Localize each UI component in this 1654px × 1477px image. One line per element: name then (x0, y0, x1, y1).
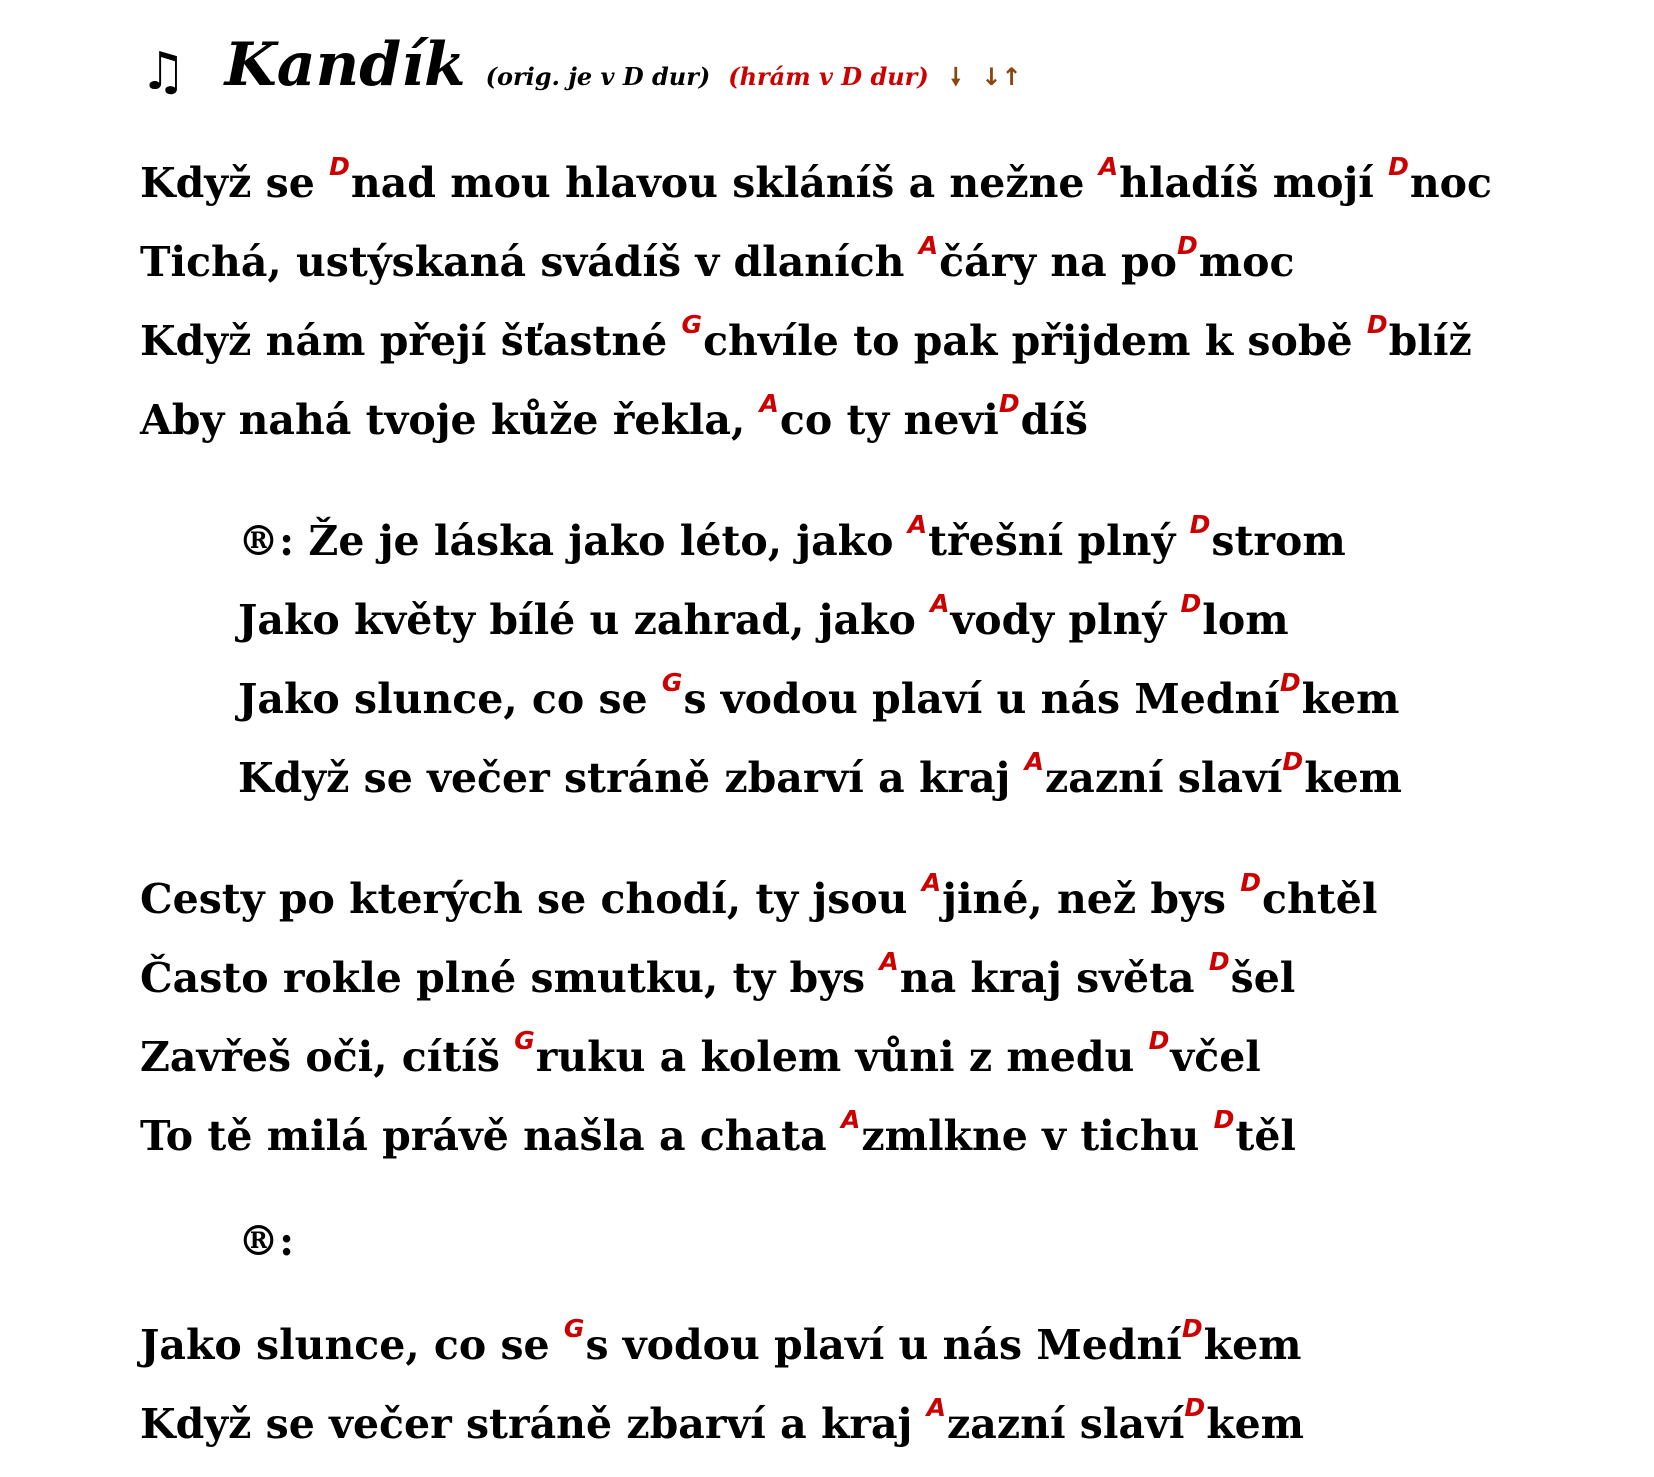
lyric-text: Když se večer stráně zbarví a kraj (140, 1400, 927, 1448)
lyric-line (140, 1314, 1302, 1376)
lyric-line (238, 1216, 294, 1266)
chord-label: G (563, 1314, 585, 1343)
lyric-text: včel (1170, 1033, 1261, 1081)
lyric-text: ®: Že je láska jako léto, jako (238, 517, 908, 565)
lyric-line (140, 868, 1378, 930)
chord-label: D (1177, 231, 1198, 260)
lyric-text: zmlkne v tichu (861, 1112, 1214, 1160)
chord-label: A (759, 389, 779, 418)
lyric-text: třešní plný (928, 517, 1190, 565)
lyric-text: Když se (140, 159, 330, 207)
lyric-line (140, 1026, 1261, 1088)
lyric-text: zazní slaví (1045, 754, 1283, 802)
chord-label: G (681, 310, 703, 339)
lyric-line (140, 389, 1088, 451)
lyric-text: zazní slaví (947, 1400, 1185, 1448)
lyric-text: hladíš mojí (1119, 159, 1389, 207)
chord-label: D (1366, 310, 1388, 339)
chord-label: A (926, 1393, 946, 1422)
lyric-text: Často rokle plné smutku, ty bys (140, 954, 880, 1002)
lyric-text: Tichá, ustýskaná svádíš v dlaních (140, 238, 919, 286)
lyric-text: kem (1206, 1400, 1305, 1448)
lyric-text: chtěl (1262, 875, 1378, 923)
chord-label: D (1148, 1026, 1170, 1055)
lyric-text: Jako slunce, co se (140, 1321, 564, 1369)
chord-label: D (1189, 510, 1211, 539)
lyric-text: To tě milá právě našla a chata (140, 1112, 841, 1160)
chord-label: A (879, 947, 899, 976)
lyric-line (140, 1105, 1296, 1167)
chord-label: D (1181, 1314, 1203, 1343)
lyric-text: chvíle to pak přijdem k sobě (703, 317, 1367, 365)
lyric-text: Jako květy bílé u zahrad, jako (238, 596, 931, 644)
lyric-text: vody plný (950, 596, 1181, 644)
chord-label: A (1098, 152, 1119, 181)
lyric-text: co ty nevi (779, 396, 999, 444)
playing-key-link[interactable]: (hrám v D dur) (728, 62, 929, 91)
lyric-text: blíž (1388, 317, 1472, 365)
chord-label: A (907, 510, 928, 539)
chord-label: D (1388, 152, 1409, 181)
lyric-text: moc (1198, 238, 1295, 286)
lyric-text: šel (1230, 954, 1296, 1002)
chord-label: G (514, 1026, 535, 1055)
lyric-text: ruku a kolem vůni z medu (535, 1033, 1149, 1081)
chord-label: D (1240, 868, 1262, 897)
lyric-text: strom (1211, 517, 1346, 565)
lyric-line (238, 510, 1346, 572)
chord-label: D (1180, 589, 1202, 618)
lyric-line (238, 589, 1289, 651)
lyric-text: kem (1301, 675, 1400, 723)
lyric-text: noc (1409, 159, 1492, 207)
lyric-text: Aby nahá tvoje kůže řekla, (140, 396, 760, 444)
lyric-text: čáry na po (939, 238, 1178, 286)
original-key: (orig. je v D dur) (485, 62, 711, 91)
lyric-text: jiné, než bys (942, 875, 1241, 923)
chord-label: A (930, 589, 950, 618)
chord-label: D (1208, 947, 1230, 976)
lyric-text: kem (1304, 754, 1403, 802)
chord-label: D (329, 152, 350, 181)
chord-label: D (1213, 1105, 1235, 1134)
music-note-icon: ♫ (140, 42, 187, 102)
lyric-text: kem (1203, 1321, 1302, 1369)
lyric-text: Když nám přejí šťastné (140, 317, 682, 365)
lyric-text: lom (1202, 596, 1289, 644)
transpose-controls (951, 60, 1034, 101)
lyric-line (140, 310, 1472, 372)
chord-label: G (661, 668, 683, 697)
lyric-text: s vodou plaví u nás Mední (585, 1321, 1182, 1369)
lyric-line (140, 152, 1492, 214)
transpose-toggle-icon[interactable]: ↓↑ (981, 63, 1022, 91)
lyric-line (140, 231, 1295, 293)
song-title: Kandík (224, 30, 466, 100)
chord-label: A (918, 231, 939, 260)
lyric-text: Zavřeš oči, cítíš (140, 1033, 515, 1081)
lyric-line (238, 747, 1403, 809)
chord-label: A (921, 868, 942, 897)
chord-label: A (1024, 747, 1044, 776)
chord-label: D (1282, 747, 1304, 776)
lyric-text: Cesty po kterých se chodí, ty jsou (140, 875, 922, 923)
lyric-text: Jako slunce, co se (238, 675, 662, 723)
lyric-text: na kraj světa (899, 954, 1209, 1002)
chord-label: A (840, 1105, 861, 1134)
chord-label: D (1279, 668, 1301, 697)
transpose-down-icon[interactable]: 🠗 (950, 63, 961, 91)
chord-label: D (998, 389, 1020, 418)
lyric-text: Když se večer stráně zbarví a kraj (238, 754, 1025, 802)
lyric-line (140, 947, 1296, 1009)
lyric-text: ®: (238, 1217, 295, 1265)
song-header (140, 30, 1034, 100)
lyric-text: díš (1020, 396, 1088, 444)
lyric-text: nad mou hlavou skláníš a nežne (350, 159, 1099, 207)
lyric-text: těl (1235, 1112, 1296, 1160)
lyric-line (140, 1393, 1305, 1455)
chord-label: D (1184, 1393, 1206, 1422)
lyric-line (238, 668, 1400, 730)
lyric-text: s vodou plaví u nás Mední (683, 675, 1280, 723)
